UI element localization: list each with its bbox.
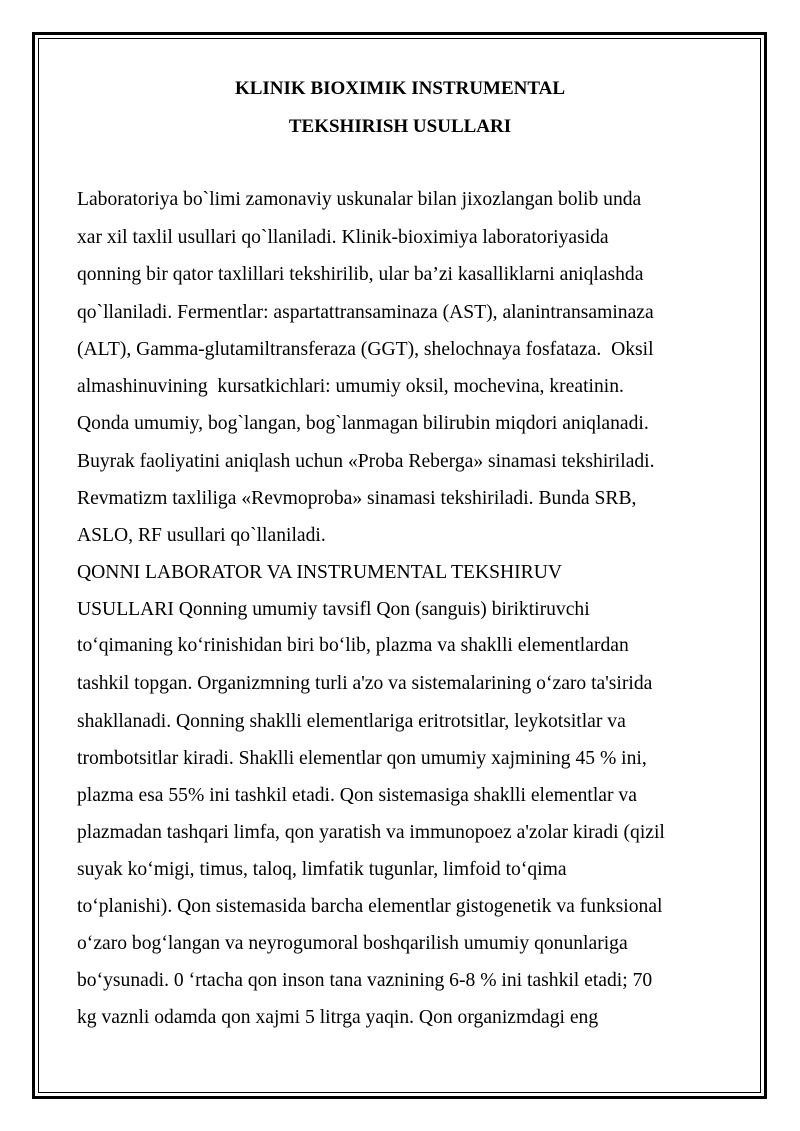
document-title-line-1: KLINIK BIOXIMIK INSTRUMENTAL: [234, 78, 566, 99]
body-line: plazmadan tashqari limfa, qon yaratish va immunopoez a'zolar kiradi (qizil: [77, 822, 665, 843]
body-line: to‘planishi). Qon sistemasida barcha elementlar gistogenetik va funksional: [77, 896, 663, 917]
body-line: shakllanadi. Qonning shaklli elementlariga eritrotsitlar, leykotsitlar va: [77, 711, 626, 732]
body-line: plazma esa 55% ini tashkil etadi. Qon sistemasiga shaklli elementlar va: [77, 785, 637, 806]
body-line: almashinuvining kursatkichlari: umumiy oksil, mochevina, kreatinin.: [77, 376, 624, 397]
body-line: o‘zaro bog‘langan va neyrogumoral boshqarilish umumiy qonunlariga: [77, 933, 628, 954]
body-line: bo‘ysunadi. 0 ‘rtacha qon inson tana vaznining 6-8 % ini tashkil etadi; 70: [77, 970, 653, 991]
body-line: Revmatizm taxliliga «Revmoproba» sinamasi tekshiriladi. Bunda SRB,: [77, 488, 637, 509]
body-line: (ALT), Gamma-glutamiltransferaza (GGT), shelochnaya fosfataza. Oksil: [77, 339, 654, 360]
body-line: qonning bir qator taxlillari tekshirilib, ular ba’zi kasalliklarni aniqlashda: [77, 264, 644, 285]
body-line: USULLARI Qonning umumiy tavsifl Qon (sanguis) biriktiruvchi: [77, 599, 590, 620]
body-line: trombotsitlar kiradi. Shaklli elementlar qon umumiy xajmining 45 % ini,: [77, 748, 647, 769]
body-line: tashkil topgan. Organizmning turli a'zo va sistemalarining o‘zaro ta'sirida: [77, 673, 653, 694]
body-line: to‘qimaning ko‘rinishidan biri bo‘lib, plazma va shaklli elementlardan: [77, 635, 629, 656]
body-line: xar xil taxlil usullari qo`llaniladi. Klinik-bioximiya laboratoriyasida: [77, 227, 609, 248]
body-line: Buyrak faoliyatini aniqlash uchun «Proba Reberga» sinamasi tekshiriladi.: [77, 451, 655, 472]
body-line: ASLO, RF usullari qo`llaniladi.: [77, 525, 326, 546]
body-line: suyak ko‘migi, timus, taloq, limfatik tugunlar, limfoid to‘qima: [77, 859, 567, 880]
section-heading: QONNI LABORATOR VA INSTRUMENTAL TEKSHIRUV: [77, 562, 563, 583]
body-line: Laboratoriya bo`limi zamonaviy uskunalar bilan jixozlangan bolib unda: [77, 189, 642, 210]
body-line: kg vaznli odamda qon xajmi 5 litrga yaqin. Qon organizmdagi eng: [77, 1007, 599, 1028]
body-line: Qonda umumiy, bog`langan, bog`lanmagan bilirubin miqdori aniqlanadi.: [77, 413, 649, 434]
body-line: qo`llaniladi. Fermentlar: aspartattransaminaza (AST), alanintransaminaza: [77, 302, 654, 323]
document-title-line-2: TEKSHIRISH USULLARI: [288, 116, 512, 137]
